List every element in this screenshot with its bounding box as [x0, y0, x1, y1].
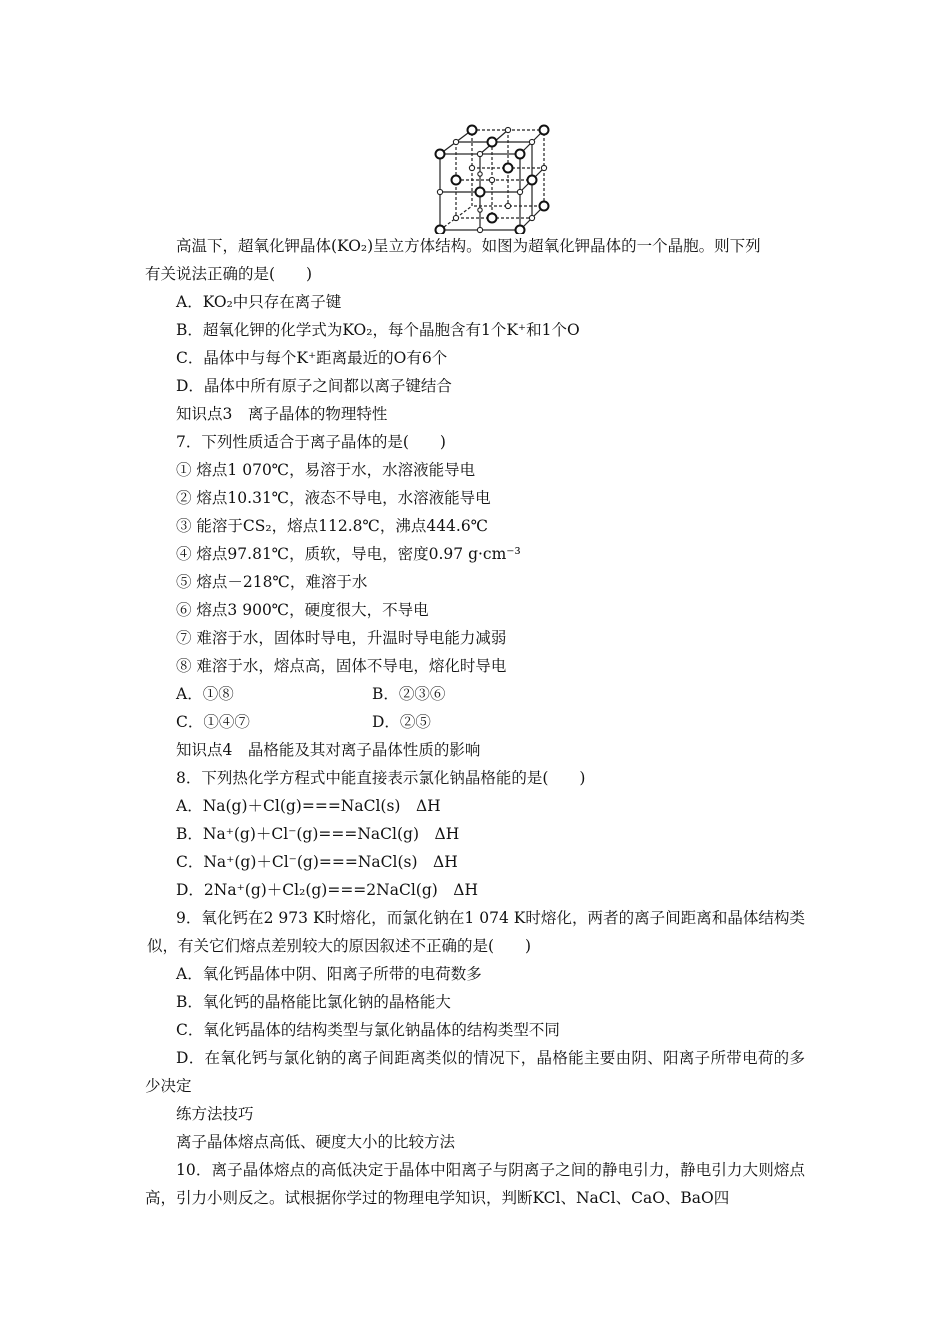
- knowledge-point-3: 知识点3 离子晶体的物理特性: [176, 405, 388, 423]
- q7-item: ① 熔点1 070℃，易溶于水，水溶液能导电: [176, 461, 476, 479]
- q6-stem-line2: 有关说法正确的是( ): [145, 265, 313, 283]
- crystal-cell-icon: [430, 122, 554, 234]
- q9-stem: 9．氧化钙在2 973 K时熔化，而氯化钠在1 074 K时熔化，两者的离子间距离和晶体结构类似，有关它们熔点差别较大的原因叙述不正确的是( ): [147, 909, 805, 955]
- q8-option-c: C．Na⁺(g)＋Cl⁻(g)===NaCl(s) ΔH: [176, 853, 458, 871]
- q7-item: ⑤ 熔点－218℃，难溶于水: [176, 573, 368, 591]
- method-heading: 离子晶体熔点高低、硬度大小的比较方法: [176, 1133, 456, 1151]
- q7-options-row-2: [145, 708, 805, 736]
- q6-option-a: A．KO₂中只存在离子键: [176, 293, 342, 311]
- q9-option-b: B．氧化钙的晶格能比氯化钠的晶格能大: [176, 993, 451, 1011]
- q6-option-c: C．晶体中与每个K⁺距离最近的O有6个: [176, 349, 448, 367]
- knowledge-point-4: 知识点4 晶格能及其对离子晶体性质的影响: [176, 741, 481, 759]
- q7-options-row-1: [145, 680, 805, 708]
- q7-item: ⑧ 难溶于水，熔点高，固体不导电，熔化时导电: [176, 657, 507, 675]
- q8-option-a: A．Na(g)＋Cl(g)===NaCl(s) ΔH: [176, 797, 441, 815]
- section-heading: 练方法技巧: [176, 1105, 254, 1123]
- q7-item: ⑦ 难溶于水，固体时导电，升温时导电能力减弱: [176, 629, 507, 647]
- q7-stem: 7．下列性质适合于离子晶体的是( ): [176, 433, 446, 451]
- q7-option-d: D．②⑤: [372, 713, 431, 731]
- q10-stem: 10．离子晶体熔点的高低决定于晶体中阳离子与阴离子之间的静电引力，静电引力大则熔点高，引力小则反之。试根据你学过的物理电学知识，判断KCl、NaCl、CaO、BaO四: [145, 1161, 805, 1207]
- q7-item: ④ 熔点97.81℃，质软，导电，密度0.97 g·cm⁻³: [176, 545, 521, 563]
- q7-option-a: A．①⑧: [176, 685, 234, 703]
- document-body: [145, 232, 805, 1212]
- q6-option-b: B．超氧化钾的化学式为KO₂，每个晶胞含有1个K⁺和1个O: [176, 321, 580, 339]
- q8-stem: 8．下列热化学方程式中能直接表示氯化钠晶格能的是( ): [176, 769, 586, 787]
- q7-option-c: C．①④⑦: [176, 713, 250, 731]
- q7-item: ⑥ 熔点3 900℃，硬度很大，不导电: [176, 601, 429, 619]
- q9-option-d: D．在氧化钙与氯化钠的离子间距离类似的情况下，晶格能主要由阴、阳离子所带电荷的多少决定: [145, 1049, 805, 1095]
- q6-option-d: D．晶体中所有原子之间都以离子键结合: [176, 377, 452, 395]
- q7-option-b: B．②③⑥: [372, 685, 446, 703]
- q7-item: ② 熔点10.31℃，液态不导电，水溶液能导电: [176, 489, 491, 507]
- q7-item: ③ 能溶于CS₂，熔点112.8℃，沸点444.6℃: [176, 517, 489, 535]
- q9-option-c: C．氧化钙晶体的结构类型与氯化钠晶体的结构类型不同: [176, 1021, 560, 1039]
- q6-stem-line1: 高温下，超氧化钾晶体(KO₂)呈立方体结构。如图为超氧化钾晶体的一个晶胞。则下列: [176, 237, 761, 255]
- q8-option-d: D．2Na⁺(g)＋Cl₂(g)===2NaCl(g) ΔH: [176, 881, 479, 899]
- q8-option-b: B．Na⁺(g)＋Cl⁻(g)===NaCl(g) ΔH: [176, 825, 460, 843]
- crystal-cell-figure: [430, 122, 554, 234]
- q9-option-a: A．氧化钙晶体中阴、阳离子所带的电荷数多: [176, 965, 482, 983]
